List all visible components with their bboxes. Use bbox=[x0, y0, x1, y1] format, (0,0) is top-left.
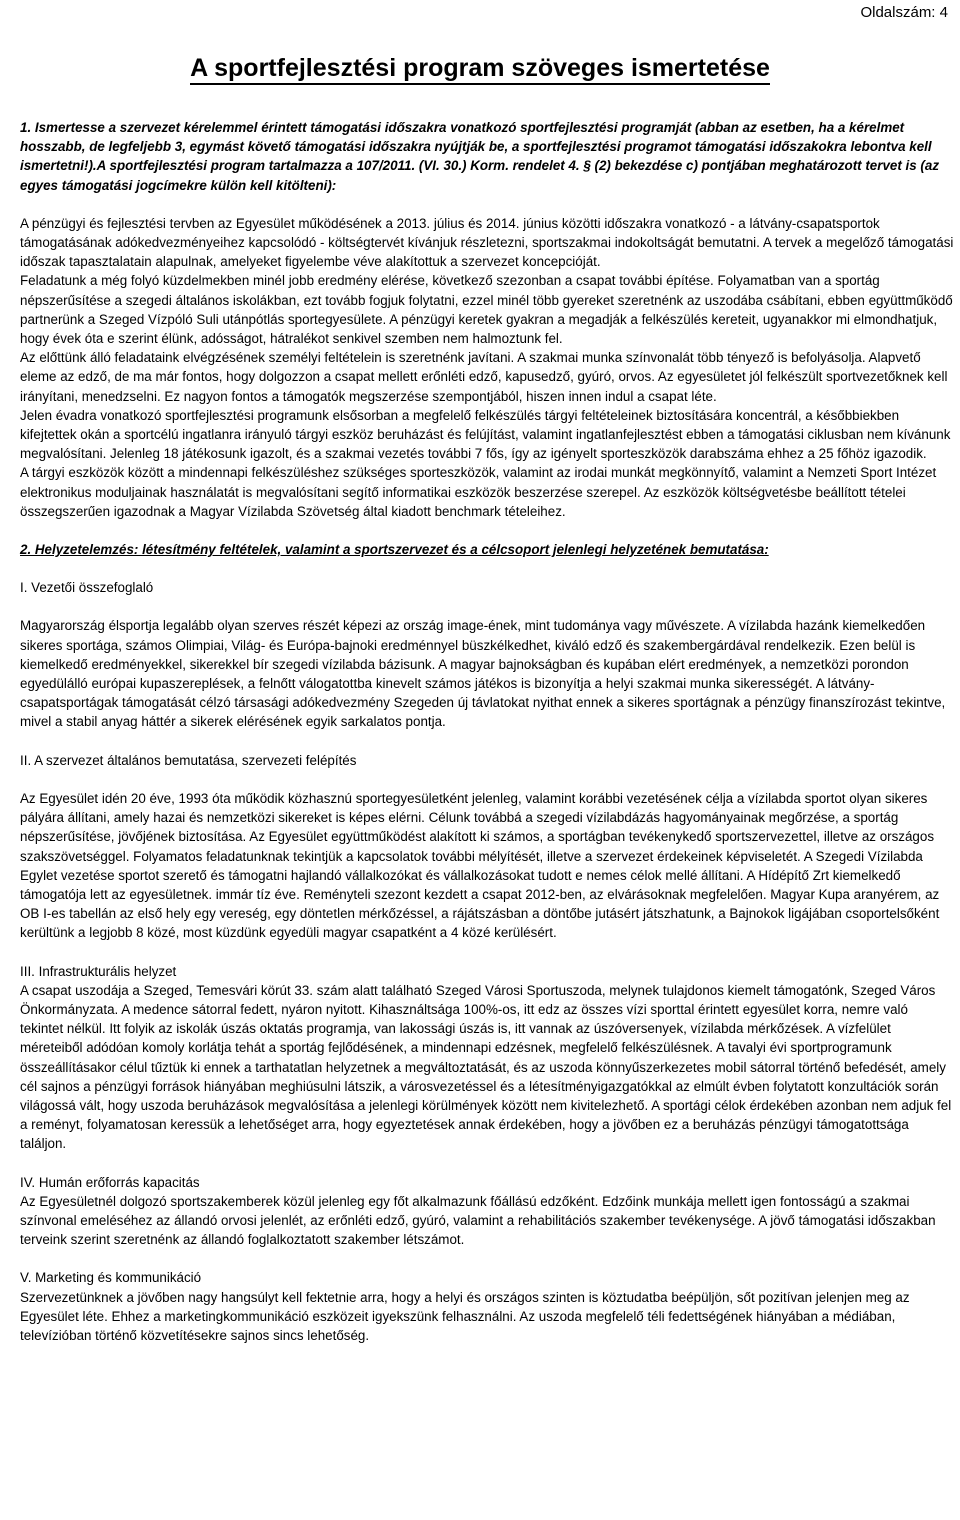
subsection-text: Magyarország élsportja legalább olyan szerves részét képezi az ország image-ének, mint tudománya vagy művészete. A vízilabda hazánk kiemelkedően sikeres sportága, számos Olimpiai, Világ- és Európa-bajnoki eredménnyel büszkélkedhet, kiváló edző és szakembergárdával rendelkezik. Ezen belül is kiemelkedő eredményekkel, sikerekkel bír szegedi vízilabda bázisunk. A magyar bajnokságban és kupában elért eredmények, a nemzetközi porondon egyedülálló európai kupaszereplések, a felnőtt válogatottba kinevelt számos játékos is bizonyítja a helyi szakmai munka sikerességét. A látvány-csapatsportágak támogatását célzó társasági adókedvezmény Szegeden új távlatokat nyithat ennek a sikeres sportágnak a pénzügy finanszírozást tekintve, mivel a stabil anyag háttér a sikerek elérésének egyik sarkalatos pontja. bbox=[20, 618, 946, 730]
subsection-text: Az Egyesületnél dolgozó sportszakemberek közül jelenleg egy főt alkalmazunk főállású edzőként. Edzőink munkája mellett igen fontosságú a szakmai színvonal emeléséhez az állandó orvosi jelenlét, az erőnléti edző, gyúró, valamint a rehabilitációs szakember tevékenysége. A jövő támogatási időszakban terveink szerint szeretnénk az állandó foglalkoztatott szakember létszámot. bbox=[20, 1193, 936, 1248]
answer-paragraph: A tárgyi eszközök között a mindennapi felkészüléshez szükséges sporteszközök, valamint az irodai munkát megkönnyítő, valamint a Nemzeti Sport Intézet elektronikus moduljainak használatát is megvalósítani segítő informatikai eszközök beszerzése szerepel. Az eszközök költségvetésbe beállított tételei összegszerűen igazodnak a Magyar Vízilabda Szövetség által kiadott benchmark tételeihez. bbox=[20, 465, 937, 519]
answer-paragraph: A pénzügyi és fejlesztési tervben az Egyesület működésének a 2013. július és 2014. június közötti időszakra vonatkozó - a látvány-csapatsportok támogatásának adókedvezményeihez kapcsolódó - költségtervét kívánjuk részletezni, sportszakmai indokoltságát bemutatni. A tervek a megelőző támogatási időszak tapasztalatain alapulnak, amelyeket figyelembe véve alakítottuk a szervezet koncepcióját. bbox=[20, 215, 954, 270]
subsection-text: Szervezetünknek a jövőben nagy hangsúlyt kell fektetnie arra, hogy a helyi és országos szinten is köztudatba beépüljön, sőt pozitívan jelenjen meg az Egyesület léte. Ehhez a marketingkommunikáció eszközeit igyekszünk felhasználni. Az uszoda megfelelő téli fedettségének hiányában a médiában, televízióban történő közvetítésekre sajnos sincs lehetőség. bbox=[20, 1289, 910, 1343]
answer-paragraph: Az előttünk álló feladataink elvégzésének személyi feltételein is szeretnénk javítani. A szakmai munka színvonalát több tényező is befolyásolja. Alapvető eleme az edző, de ma már fontos, hogy dolgozzon a csapat mellett erőnléti edző, kapusedző, gyúró, orvos. Az egyesületet jól felkészült sportvezetőknek kell irányítani, menedzselni. Ez nagyon fontos a támogatók megszerzése szempontjából, hiszen innen indul a csapat léte. bbox=[20, 350, 948, 404]
subsection-title: IV. Humán erőforrás kapacitás bbox=[20, 1174, 200, 1190]
subsection-title: V. Marketing és kommunikáció bbox=[20, 1270, 202, 1286]
answer-paragraph: Jelen évadra vonatkozó sportfejlesztési programunk elsősorban a megfelelő felkészülés tárgyi feltételeinek biztosítására koncentrál, a későbbiekben kifejtettek okán a sportcélú ingatlanra irányuló tárgyi eszköz beruházást és felújítást, valamint ingatlanfejlesztést ebben a támogatási ciklusban nem kívánunk megvalósítani. Jelenleg 18 játékosunk igazolt, és a szakmai vezetés további 7 fős, így az igényelt sporteszközök darabszáma ehhez a 25 főhöz igazodik. bbox=[20, 407, 951, 462]
page-number: Oldalszám: 4 bbox=[860, 4, 948, 21]
document-body bbox=[20, 118, 954, 1345]
subsection-title: I. Vezetői összefoglaló bbox=[20, 580, 154, 596]
page-title-text: A sportfejlesztési program szöveges ismertetése bbox=[190, 54, 770, 85]
subsection-title: II. A szervezet általános bemutatása, szervezeti felépítés bbox=[20, 752, 357, 768]
page-title bbox=[0, 52, 960, 84]
answer-paragraph: Feladatunk a még folyó küzdelmekben minél jobb eredmény elérése, következő szezonban a csapat további építése. Folyamatban van a sportág népszerűsítése a szegedi általános iskolákban, ezt tovább fogjuk folytatni, ezzel minél több gyereket szeretnénk az uszodába csábítani, ebben együttműködő partnerünk a Szeged Vízpóló Suli utánpótlás sportegyesülete. A pénzügyi keretek gyakran a megadják a felkészülés kereteit, ugyanakkor mi elmondhatjuk, hogy évek óta e szerint élünk, adósságot, hátralékot senkivel szemben nem halmoztunk fel. bbox=[20, 273, 953, 347]
subsection-title: III. Infrastrukturális helyzet bbox=[20, 963, 177, 979]
subsection-text: A csapat uszodája a Szeged, Temesvári körút 33. szám alatt található Szeged Városi Sportuszoda, melynek tulajdonos kiemelt támogatónk, Szeged Város Önkormányzata. A medence sátorral fedett, nyáron nyitott. Kihasználtsága 100%-os, itt edz az összes vízi sporttal érintett egyesület korra, nemre való tekintet nélkül. Itt folyik az iskolák úszás oktatás programja, van lakossági úszás is, itt vannak az úszóversenyek, vízilabda mérkőzések. A vízfelület méreteiből adódóan komoly korlátja tehát a sportág fejlődésének, a mindennapi edzésnek, megfelelő felkészülésnek. A tavalyi évi sportprogramunk összeállításakor célul tűztük ki ennek a tarthatatlan helyzetnek a megváltoztatását, és az uszoda könnyűszerkezetes mobil sátorral történő befedését, amely cél sajnos a pénzügyi források hiányában meghiúsulni látszik, a városvezetéssel és a létesítményigazgatókkal az elmúlt évben folytatott konzultációk során világossá vált, hogy uszoda beruházások megvalósítása a jelenlegi körülmények között nem kivitelezhető. A sportági célok érdekében azonban nem adjuk fel a reményt, folyamatosan keressük a lehetőséget arra, hogy egyeztetések annak érdekében, hogy a jövőben ez a beruházás pénzügyi támogatottsága találjon. bbox=[20, 982, 952, 1152]
question-1: 1. Ismertesse a szervezet kérelemmel érintett támogatási időszakra vonatkozó sportfejlesztési programját (abban az esetben, ha a kérelmet hosszabb, de legfeljebb 3, egymást követő támogatási időszakra nyújtják be, a sportfejlesztési programot támogatási időszakokra lebontva kell ismertetni!).A sportfejlesztési program tartalmazza a 107/2011. (VI. 30.) Korm. rendelet 4. § (2) bekezdése c) pontjában meghatározott tervet is (az egyes támogatási jogcímekre külön kell kitölteni): bbox=[20, 120, 940, 193]
section-heading-2: 2. Helyzetelemzés: létesítmény feltételek, valamint a sportszervezet és a célcsoport jelenlegi helyzetének bemutatása: bbox=[20, 542, 769, 558]
subsection-text: Az Egyesület idén 20 éve, 1993 óta működik közhasznú sportegyesületként jelenleg, valamint korábbi vezetésének célja a vízilabda sportot olyan sikeres pályára állítani, amely hazai és nemzetközi sikereket is képes elérni. Célunk továbbá a szegedi vízilabdázás hagyományainak megőrzése, a sportág népszerűsítése, jövőjének biztosítása. Az Egyesület együttműködést alakított ki számos, a sportágban tevékenykedő sportszervezettel, illetve az országos szakszövetséggel. Folyamatos feladatunknak tekintjük a kapcsolatok további mélyítését, illetve a szervezet érdekeinek képviseletét. A Szegedi Vízilabda Egylet vezetése sportot szerető és támogatni hajlandó vállalkozókat és vállalkozásokat tudott e nemes célok mellé állítani. A Hídépítő Zrt kiemelkedő támogatója lett az egyesületnek. immár tíz éve. Reményteli szezont kezdett a csapat 2012-ben, az elvárásoknak megfelelően. Magyar Kupa aranyérem, az OB I-es tabellán az első hely egy vereség, egy döntetlen mérkőzéssel, a rájátszásban a döntőbe jutásért játszhatunk, a Bajnokok ligájában csoportelsőként kerültünk a legjobb 8 közé, most küzdünk egyedüli magyar csapatként a 4 közé kerülésért. bbox=[20, 790, 940, 941]
